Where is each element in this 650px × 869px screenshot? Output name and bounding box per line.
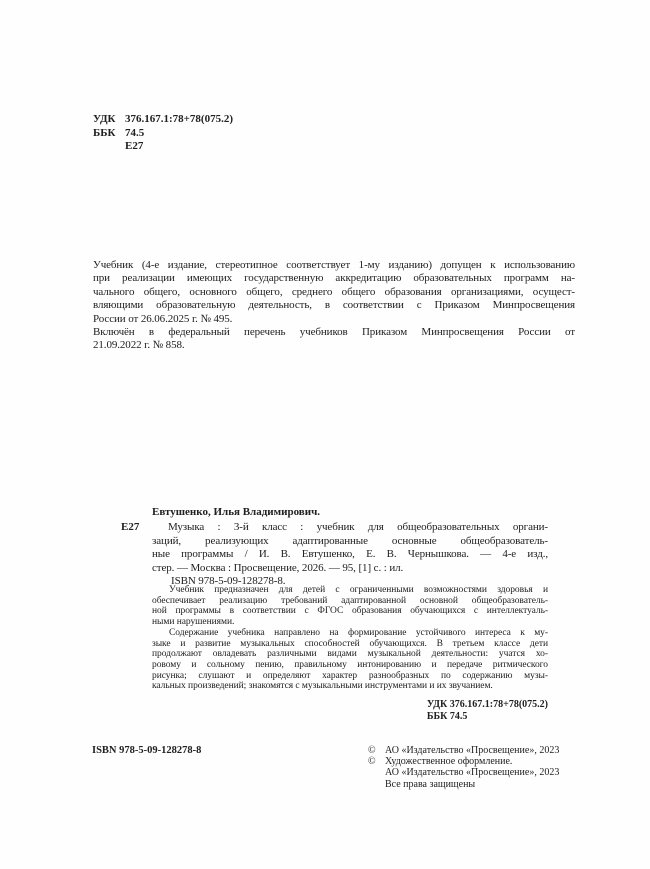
copyright-icon: © [368, 745, 376, 756]
text-line: ной программы в соответствии с ФГОС образования обучающихся с интеллектуаль- [152, 606, 548, 617]
text-line: чального общего, основного общего, среднего общего образования организациями, осущест- [93, 285, 575, 298]
text-line: вляющими образовательную деятельность, в соответствии с Приказом Минпросвещения [93, 299, 575, 312]
text-line: зыке и развитие музыкальных способностей обучающихся. В третьем классе дети [152, 638, 548, 649]
copyright-block [368, 745, 559, 790]
bbk-value: 74.5 [125, 126, 145, 139]
bibliographic-record [152, 521, 548, 589]
catalog-author-sign: Е27 [121, 521, 140, 533]
copyright-text: Все права защищены [385, 778, 476, 790]
copyright-line [368, 767, 559, 778]
author-sign-spacer [93, 140, 125, 154]
author-sign: Е27 [125, 140, 144, 153]
annotation-paragraph-2 [152, 628, 548, 692]
copyright-text: Художественное оформление. [385, 756, 513, 768]
author-heading: Евтушенко, Илья Владимирович. [152, 506, 321, 518]
udk-value: 376.167.1:78+78(075.2) [125, 113, 234, 125]
record-isbn: ISBN 978-5-09-128278-8. [171, 575, 286, 587]
copyright-text: АО «Издательство «Просвещение», 2023 [385, 745, 560, 756]
text-line: России от 26.06.2025 г. № 495. [93, 312, 233, 325]
copyright-icon [368, 779, 385, 790]
text-line: Учебник (4-е издание, стереотипное соответствует 1-му изданию) допущен к использованию [93, 259, 575, 271]
udk-label: УДК [93, 113, 116, 125]
copyright-text: АО «Издательство «Просвещение», 2023 [385, 767, 560, 779]
copyright-icon [368, 767, 385, 778]
record-lines [152, 521, 548, 575]
text-line: ные программы / И. В. Евтушенко, Е. В. Чернышкова. — 4-е изд., [152, 548, 548, 560]
text-line: рисунка; слушают и определяют характер разнообразных по содержанию музы- [152, 670, 548, 681]
admission-text-block [93, 259, 575, 353]
author-sign-row [93, 140, 233, 154]
text-line: Музыка : 3-й класс : учебник для общеобразовательных органи- [168, 521, 548, 533]
federal-list-paragraph [93, 326, 575, 353]
text-line: обеспечивает реализацию требований адаптированной основной общеобразователь- [152, 595, 548, 606]
text-line: Включён в федеральный перечень учебников Приказом Минпросвещения России от [93, 326, 575, 339]
bbk-bottom-value: ББК 74.5 [426, 710, 468, 722]
text-line: ными нарушениями. [152, 617, 235, 628]
admission-paragraph [93, 259, 575, 326]
bbk-label: ББК [93, 126, 116, 139]
text-line: заций, реализующих адаптированные основные общеобразователь- [152, 534, 548, 547]
text-line: при реализации имеющих государственную аккредитацию образовательных программ на- [93, 272, 575, 285]
text-line: ровому и сольному пению, правильному интонированию и передаче ритмического [152, 659, 548, 670]
udk-bottom-value: УДК 376.167.1:78+78(075.2) [426, 699, 548, 710]
bbk-row [93, 127, 233, 141]
copyright-line [368, 779, 559, 790]
bottom-classification-codes [427, 699, 548, 722]
text-line: Учебник предназначен для детей с ограниченными возможностями здоровья и [169, 585, 548, 595]
udk-row [93, 113, 233, 127]
text-line: 21.09.2022 г. № 858. [93, 339, 185, 352]
text-line: стер. — Москва : Просвещение, 2026. — 95, [1] с. : ил. [152, 561, 404, 574]
copyright-line [368, 756, 559, 767]
text-line: Содержание учебника направлено на формирование устойчивого интереса к му- [169, 627, 548, 638]
top-classification-codes [93, 113, 233, 154]
copyright-line [368, 745, 559, 756]
footer-isbn: ISBN 978-5-09-128278-8 [92, 745, 202, 756]
text-line: кальных произведений; знакомятся с музыкальными инструментами и их звучанием. [152, 681, 493, 692]
text-line: продолжают овладевать различными видами музыкальной деятельности: учатся хо- [152, 649, 548, 660]
copyright-icon: © [368, 756, 376, 768]
annotation-paragraph-1 [152, 585, 548, 628]
